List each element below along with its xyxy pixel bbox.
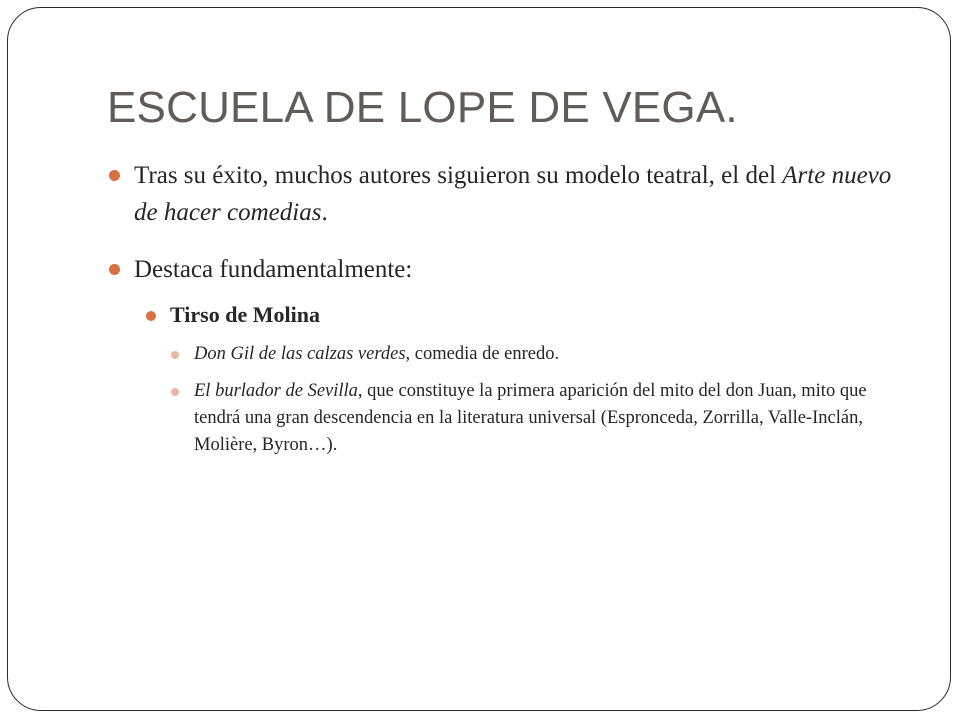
bullet-1-text-end: .: [321, 199, 328, 226]
work-2-description: , que constituye la primera aparición del mito del don Juan, mito que tendrá una gran descendencia en la literatura universal (Espronceda, Zorrilla, Valle-Inclán, Molière, Byron…).: [194, 381, 867, 455]
work-item-1: [194, 341, 904, 368]
work-1-description: , comedia de enredo.: [405, 344, 560, 364]
work-item-2: [194, 378, 894, 459]
sub-bullet-dot: [146, 311, 156, 321]
bullet-dot: [109, 170, 120, 181]
sub-bullet-tirso: Tirso de Molina: [170, 302, 320, 327]
work-2-title: El burlador de Sevilla: [194, 381, 358, 401]
bullet-1-italic-title: Arte nuevo de hacer comedias: [134, 162, 892, 226]
bullet-text-1: [134, 157, 904, 231]
slide-title: ESCUELA DE LOPE DE VEGA.: [107, 83, 738, 132]
sub-sub-bullet-dot: [171, 388, 179, 396]
bullet-text-2: Destaca fundamentalmente:: [134, 256, 413, 283]
bullet-dot: [109, 264, 120, 275]
bullet-1-text: Tras su éxito, muchos autores siguieron su modelo teatral, el del: [134, 162, 783, 189]
work-1-title: Don Gil de las calzas verdes: [194, 344, 406, 364]
sub-sub-bullet-dot: [171, 351, 179, 359]
